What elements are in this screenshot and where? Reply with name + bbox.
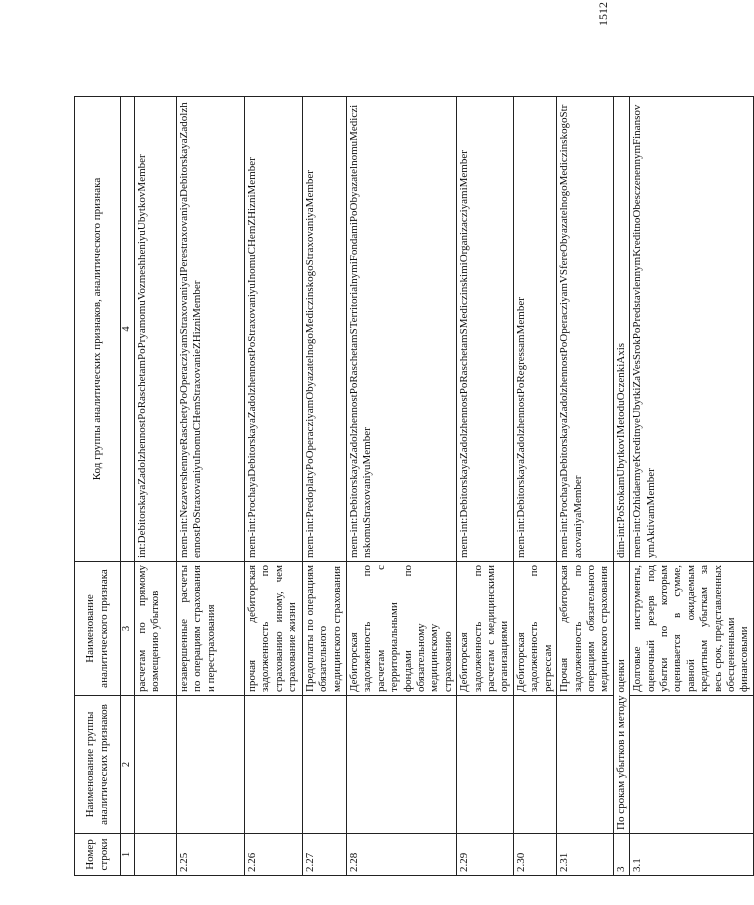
feature-name: расчетам по прямому возмещению убытков: [135, 562, 177, 696]
group-name: [303, 696, 347, 834]
group-name: [557, 696, 614, 834]
feature-code: int:DebitorskayaZadolzhennostPoRaschetamPoPryamomuVozmeshheniyuUbytkovMember: [135, 97, 177, 562]
table-row: [457, 97, 514, 876]
header-code: Код группы аналитических признаков, аналитического признака: [75, 97, 121, 562]
row-number: 2.26: [245, 834, 303, 876]
table-row: [135, 97, 177, 876]
col-index-3: 3: [121, 562, 135, 696]
header-row-number: Номер строки: [75, 834, 121, 876]
row-number: 2.25: [177, 834, 245, 876]
table-row: [630, 97, 754, 876]
group-name: [457, 696, 514, 834]
feature-code: mem-int:PredoplatyPoOperacziyamObyazatelnogoMediczinskogoStraxovaniyaMember: [303, 97, 347, 562]
table-row: [177, 97, 245, 876]
col-index-2: 2: [121, 696, 135, 834]
feature-code: mem-int:ProchayaDebitorskayaZadolzhennostPoOperacziyamVSfereObyazatelnogoMediczinskogoStraxovaniyaMember: [557, 97, 614, 562]
feature-name: Дебиторская задолженность по расчетам с медицинскими организациями: [457, 562, 514, 696]
col-index-1: 1: [121, 834, 135, 876]
analytic-features-table: [74, 96, 754, 876]
feature-name: Дебиторская задолженность по регрессам: [513, 562, 556, 696]
row-number: 2.31: [557, 834, 614, 876]
table-header-row: [75, 97, 121, 876]
group-name: [630, 696, 754, 834]
feature-code: mem-int:DebitorskayaZadolzhennostPoRaschetamSMediczinskimiOrganizacziyamiMember: [457, 97, 514, 562]
rotated-page-content: [74, 96, 751, 876]
group-name: [347, 696, 457, 834]
row-number: 3.1: [630, 834, 754, 876]
col-index-4: 4: [121, 97, 135, 562]
section-label: По срокам убытков и методу оценки: [613, 562, 629, 834]
table-row: [557, 97, 614, 876]
section-number: 3: [613, 834, 629, 876]
row-number: 2.30: [513, 834, 556, 876]
feature-code: mem-int:DebitorskayaZadolzhennostPoRaschetamSTerritorialnymiFondamiPoObyazatelnomuMediczinskomuStraxovaniyuMember: [347, 97, 457, 562]
feature-code: mem-int:DebitorskayaZadolzhennostPoRegressamMember: [513, 97, 556, 562]
table-row: [245, 97, 303, 876]
row-number: 2.27: [303, 834, 347, 876]
feature-name: незавершенные расчеты по операциям страхования и перестрахования: [177, 562, 245, 696]
feature-name: прочая дебиторская задолженность по страхованию иному, чем страхование жизни: [245, 562, 303, 696]
feature-name: Прочая дебиторская задолженность по операциям обязательного медицинского страхования: [557, 562, 614, 696]
page-number: 1512: [596, 2, 610, 26]
feature-name: Дебиторская задолженность по расчетам с территориальными фондами по обязательному медицинскому страхованию: [347, 562, 457, 696]
row-number: [135, 834, 177, 876]
table-row: [303, 97, 347, 876]
feature-name: Долговые инструменты, оценочный резерв под убытки по которым оценивается в сумме, равной ожидаемым кредитным убыткам за весь срок, представленных обесцененными финансовыми: [630, 562, 754, 696]
group-name: [245, 696, 303, 834]
group-name: [513, 696, 556, 834]
header-feature-name: Наименование аналитического признака: [75, 562, 121, 696]
section-code: dim-int:PoSrokamUbytkovIMetoduOczenkiAxis: [613, 97, 629, 562]
header-group-name: Наименование группы аналитических признаков: [75, 696, 121, 834]
table-row: [513, 97, 556, 876]
section-row: [613, 97, 629, 876]
feature-name: Предоплаты по операциям обязательного медицинского страхования: [303, 562, 347, 696]
feature-code: mem-int:NezavershennyeRaschetyPoOperacziyamStraxovaniyaIPerestraxovaniyaDebitorskayaZadolzhennostPoStraxovaniyuInomuCHemStraxovanieZHizniMember: [177, 97, 245, 562]
feature-code: mem-int:ProchayaDebitorskayaZadolzhennostPoStraxovaniyuInomuCHemZHizniMember: [245, 97, 303, 562]
group-name: [177, 696, 245, 834]
row-number: 2.28: [347, 834, 457, 876]
column-index-row: [121, 97, 135, 876]
row-number: 2.29: [457, 834, 514, 876]
group-name: [135, 696, 177, 834]
feature-code: mem-int:OzhidaemyeKreditnyeUbytkiZaVesSrokPoPredstavlennymKreditnoObesczenennymFinansovymAktivamMember: [630, 97, 754, 562]
table-row: [347, 97, 457, 876]
